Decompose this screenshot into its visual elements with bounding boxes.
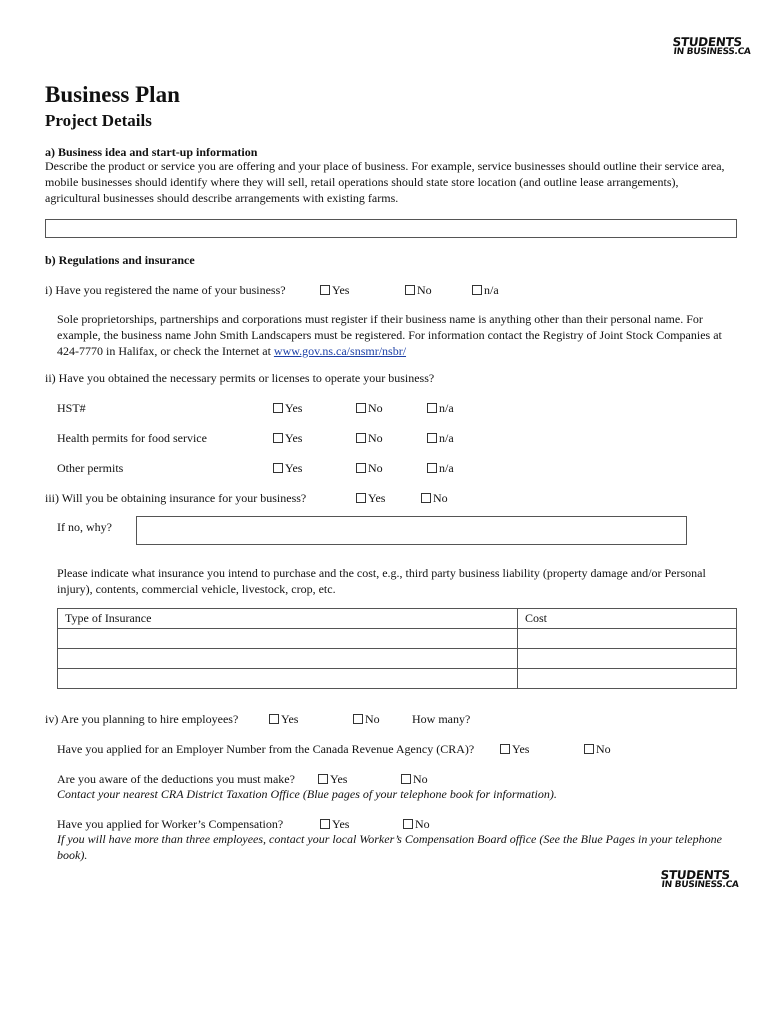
header-cost: Cost	[518, 609, 737, 629]
other-na-option[interactable]: n/a	[427, 461, 454, 476]
table-row	[58, 649, 737, 669]
checkbox-icon[interactable]	[356, 493, 366, 503]
checkbox-icon[interactable]	[472, 285, 482, 295]
other-no-option[interactable]: No	[356, 461, 383, 476]
page-title: Business Plan	[45, 82, 180, 107]
checkbox-icon[interactable]	[356, 463, 366, 473]
page-subtitle: Project Details	[45, 111, 152, 130]
checkbox-icon[interactable]	[427, 403, 437, 413]
checkbox-icon[interactable]	[269, 714, 279, 724]
checkbox-icon[interactable]	[401, 774, 411, 784]
q7-no-option[interactable]: No	[403, 817, 430, 832]
checkbox-icon[interactable]	[353, 714, 363, 724]
table-row	[58, 669, 737, 689]
q7-yes-option[interactable]: Yes	[320, 817, 349, 832]
hst-no-option[interactable]: No	[356, 401, 383, 416]
insurance-cost-cell[interactable]	[518, 629, 737, 649]
table-row	[58, 629, 737, 649]
q7-workers-comp-label: Have you applied for Worker’s Compensation?	[57, 817, 284, 831]
table-header-row	[58, 609, 737, 629]
insurance-type-cell[interactable]	[58, 669, 518, 689]
insurance-table	[57, 608, 737, 689]
checkbox-icon[interactable]	[356, 433, 366, 443]
q3-no-option[interactable]: No	[421, 491, 448, 506]
checkbox-icon[interactable]	[584, 744, 594, 754]
checkbox-icon[interactable]	[403, 819, 413, 829]
insurance-cost-cell[interactable]	[518, 669, 737, 689]
checkbox-icon[interactable]	[427, 463, 437, 473]
q1-no-option[interactable]: No	[405, 283, 432, 298]
checkbox-icon[interactable]	[320, 819, 330, 829]
business-idea-input[interactable]	[45, 219, 737, 238]
q1-registered-name-label: i) Have you registered the name of your business?	[45, 283, 286, 297]
health-na-option[interactable]: n/a	[427, 431, 454, 446]
logo-line-1: STUDENTS	[659, 868, 731, 882]
q5-no-option[interactable]: No	[584, 742, 611, 757]
header-type-of-insurance: Type of Insurance	[58, 609, 518, 629]
q1-yes-option[interactable]: Yes	[320, 283, 349, 298]
permit-health-label: Health permits for food service	[57, 431, 207, 445]
checkbox-icon[interactable]	[356, 403, 366, 413]
q6-no-option[interactable]: No	[401, 772, 428, 787]
logo-line-1: STUDENTS	[671, 35, 743, 49]
section-a-description: Describe the product or service you are offering and your place of business. For example, service businesses should outline their service area, mobile businesses should identify where they will sell, retail operations should state store location (and outline lease arrangements), agricultural businesses should describe arrangements with existing farms.	[45, 159, 725, 205]
students-in-business-logo-bottom	[659, 870, 740, 890]
q1-note-text: Sole proprietorships, partnerships and corporations must register if their business name is anything other than their personal name. For example, the business name John Smith Landscapers must be registered. For information contact the Registry of Joint Stock Companies at 424-7770 in Halifax, or check the Internet at	[57, 312, 722, 358]
q3-insurance-label: iii) Will you be obtaining insurance for your business?	[45, 491, 307, 505]
q6-cra-note: Contact your nearest CRA District Taxation Office (Blue pages of your telephone book for information).	[57, 787, 557, 801]
insurance-type-cell[interactable]	[58, 649, 518, 669]
q7-wcb-note: If you will have more than three employees, contact your local Worker’s Compensation Board office (See the Blue Pages in your telephone book).	[57, 832, 722, 862]
section-a-heading: a) Business idea and start-up information	[45, 145, 258, 159]
students-in-business-logo	[671, 37, 752, 57]
health-yes-option[interactable]: Yes	[273, 431, 302, 446]
checkbox-icon[interactable]	[273, 433, 283, 443]
permit-hst-label: HST#	[57, 401, 86, 415]
hst-yes-option[interactable]: Yes	[273, 401, 302, 416]
logo-line-2: IN BUSINESS.CA	[660, 880, 740, 890]
insurance-instructions: Please indicate what insurance you intend to purchase and the cost, e.g., third party business liability (property damage and/or Personal injury), contents, commercial vehicle, livestock, crop, etc.	[57, 566, 706, 596]
if-no-why-input[interactable]	[136, 516, 687, 545]
checkbox-icon[interactable]	[320, 285, 330, 295]
checkbox-icon[interactable]	[273, 463, 283, 473]
checkbox-icon[interactable]	[405, 285, 415, 295]
insurance-type-cell[interactable]	[58, 629, 518, 649]
q5-employer-number-label: Have you applied for an Employer Number from the Canada Revenue Agency (CRA)?	[57, 742, 475, 756]
permit-other-label: Other permits	[57, 461, 124, 475]
section-b-heading: b) Regulations and insurance	[45, 253, 195, 267]
logo-line-2: IN BUSINESS.CA	[672, 47, 752, 57]
q1-na-option[interactable]: n/a	[472, 283, 499, 298]
checkbox-icon[interactable]	[421, 493, 431, 503]
hst-na-option[interactable]: n/a	[427, 401, 454, 416]
q5-yes-option[interactable]: Yes	[500, 742, 529, 757]
q6-deductions-label: Are you aware of the deductions you must make?	[57, 772, 295, 786]
q4-no-option[interactable]: No	[353, 712, 380, 727]
q3-yes-option[interactable]: Yes	[356, 491, 385, 506]
q2-permits-label: ii) Have you obtained the necessary permits or licenses to operate your business?	[45, 371, 435, 385]
checkbox-icon[interactable]	[427, 433, 437, 443]
nsbr-link[interactable]: www.gov.ns.ca/snsmr/nsbr/	[273, 344, 407, 358]
checkbox-icon[interactable]	[273, 403, 283, 413]
how-many-label: How many?	[412, 712, 471, 726]
health-no-option[interactable]: No	[356, 431, 383, 446]
checkbox-icon[interactable]	[500, 744, 510, 754]
q1-registration-note	[57, 311, 722, 359]
q4-yes-option[interactable]: Yes	[269, 712, 298, 727]
q6-yes-option[interactable]: Yes	[318, 772, 347, 787]
checkbox-icon[interactable]	[318, 774, 328, 784]
q4-hire-employees-label: iv) Are you planning to hire employees?	[45, 712, 239, 726]
if-no-why-label: If no, why?	[57, 520, 112, 534]
other-yes-option[interactable]: Yes	[273, 461, 302, 476]
insurance-cost-cell[interactable]	[518, 649, 737, 669]
